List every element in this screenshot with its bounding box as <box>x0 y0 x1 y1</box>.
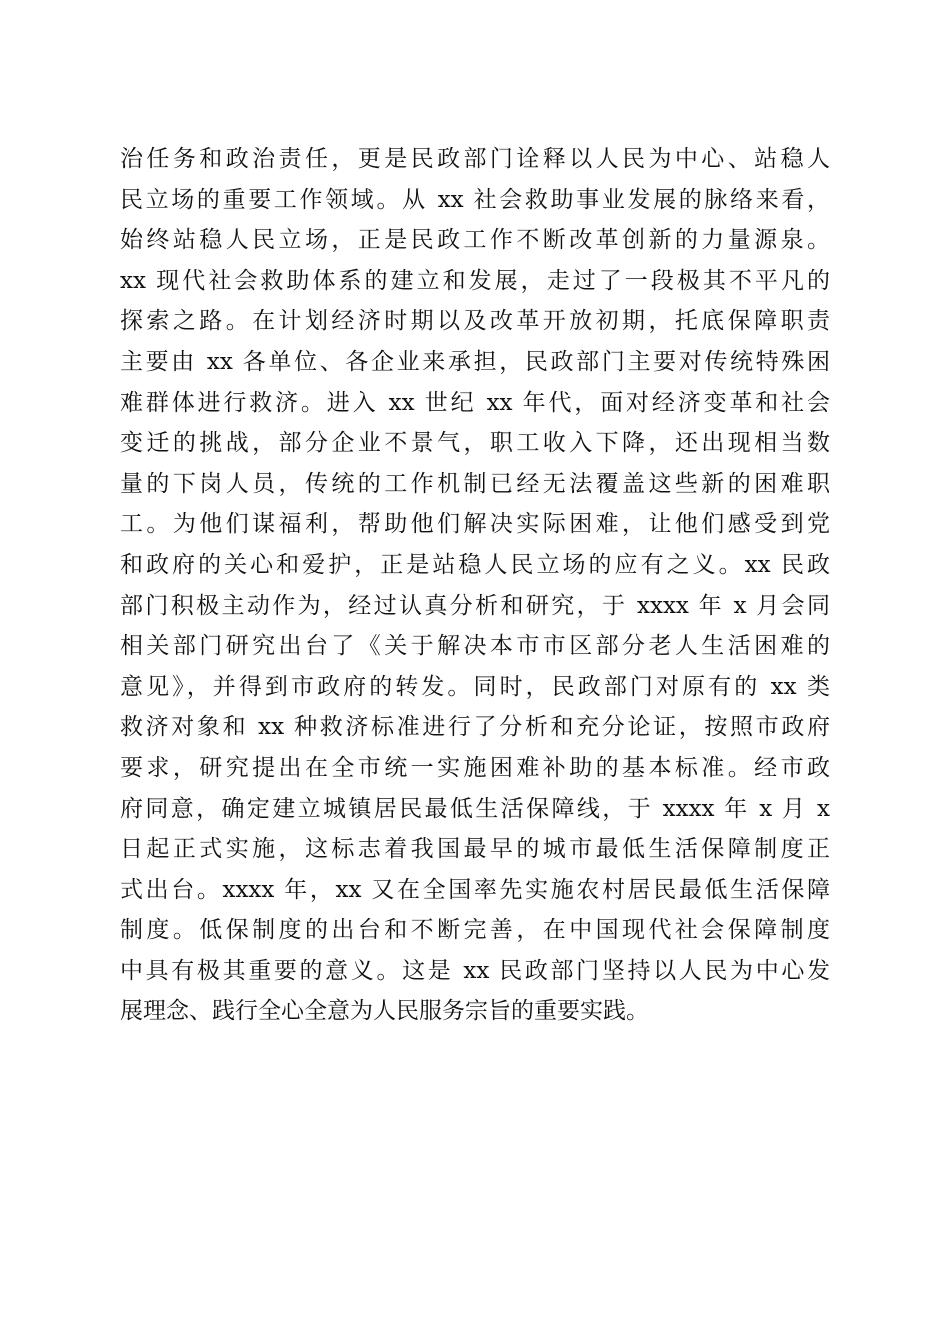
text-line: 始终站稳人民立场，正是民政工作不断改革创新的力量源泉。 <box>120 227 830 254</box>
text-line: 意见》，并得到市政府的转发。同时，民政部门对原有的 xx 类 <box>120 673 830 700</box>
text-line: 民立场的重要工作领域。从 xx 社会救助事业发展的脉络来看， <box>120 186 830 213</box>
text-line: 部门积极主动作为，经过认真分析和研究，于 xxxx 年 x 月会同 <box>120 592 830 619</box>
text-line: xx 现代社会救助体系的建立和发展，走过了一段极其不平凡的 <box>120 267 830 294</box>
text-line-last: 展理念、践行全心全意为人民服务宗旨的重要实践。 <box>120 998 649 1025</box>
text-line: 探索之路。在计划经济时期以及改革开放初期，托底保障职责 <box>120 308 830 335</box>
text-line: 救济对象和 xx 种救济标准进行了分析和充分论证，按照市政府 <box>120 714 830 741</box>
text-line: 主要由 xx 各单位、各企业来承担，民政部门主要对传统特殊困 <box>120 348 830 375</box>
text-line: 要求，研究提出在全市统一实施困难补助的基本标准。经市政 <box>120 754 830 781</box>
text-line: 变迁的挑战，部分企业不景气，职工收入下降，还出现相当数 <box>120 430 830 457</box>
text-line: 和政府的关心和爱护，正是站稳人民立场的应有之义。xx 民政 <box>120 551 830 578</box>
text-line: 量的下岗人员，传统的工作机制已经无法覆盖这些新的困难职 <box>120 470 830 497</box>
body-paragraph <box>120 139 830 1032</box>
text-line: 制度。低保制度的出台和不断完善，在中国现代社会保障制度 <box>120 917 830 944</box>
text-line: 府同意，确定建立城镇居民最低生活保障线，于 xxxx 年 x 月 x <box>120 795 830 822</box>
text-line: 工。为他们谋福利，帮助他们解决实际困难，让他们感受到党 <box>120 511 830 538</box>
text-line: 难群体进行救济。进入 xx 世纪 xx 年代，面对经济变革和社会 <box>120 389 830 416</box>
text-line: 中具有极其重要的意义。这是 xx 民政部门坚持以人民为中心发 <box>120 957 830 984</box>
text-line: 相关部门研究出台了《关于解决本市市区部分老人生活困难的 <box>120 633 830 660</box>
text-line: 式出台。xxxx 年，xx 又在全国率先实施农村居民最低生活保障 <box>120 876 830 903</box>
text-line: 日起正式实施，这标志着我国最早的城市最低生活保障制度正 <box>120 836 830 863</box>
text-line: 治任务和政治责任，更是民政部门诠释以人民为中心、站稳人 <box>120 146 830 172</box>
